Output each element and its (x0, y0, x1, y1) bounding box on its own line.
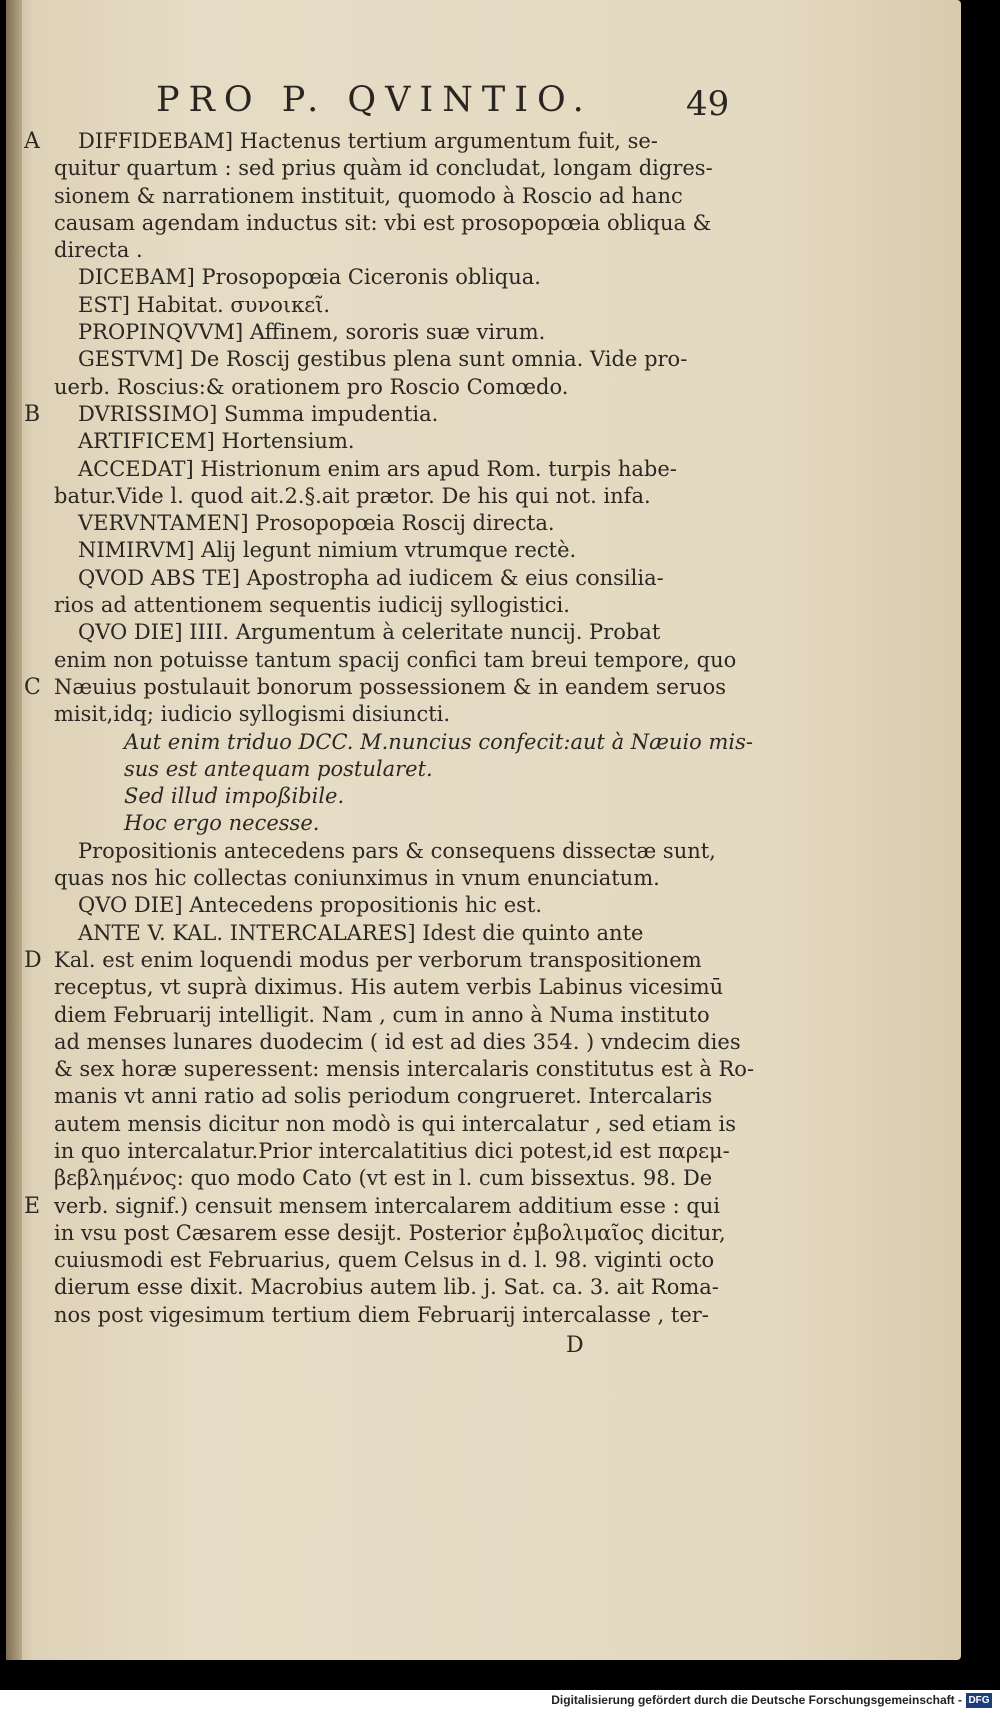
line-text: misit,idq; iudicio syllogismi disiuncti. (54, 702, 451, 727)
dfg-logo: DFG (966, 1693, 992, 1708)
text-line (54, 346, 754, 373)
margin-letter: E (24, 1193, 41, 1219)
text-line (24, 947, 754, 974)
page-header (6, 80, 961, 130)
text-line (54, 210, 754, 237)
text-line (54, 1056, 754, 1083)
line-text: ad menses lunares duodecim ( id est ad dies 354. ) vndecim dies (54, 1029, 741, 1054)
line-text: DICEBAM] Prosopopœia Ciceronis obliqua. (78, 265, 541, 290)
text-line (54, 319, 754, 346)
line-text: QVOD ABS TE] Apostropha ad iudicem & eius consilia- (78, 565, 664, 590)
line-text: Kal. est enim loquendi modus per verborum transpositionem (54, 947, 702, 972)
line-text: autem mensis dicitur non modò is qui intercalatur , sed etiam is (54, 1111, 737, 1136)
line-text: manis vt anni ratio ad solis periodum congrueret. Intercalaris (54, 1084, 713, 1109)
text-line (54, 1274, 754, 1301)
text-line (24, 1193, 754, 1220)
text-line (54, 1029, 754, 1056)
line-text: VERVNTAMEN] Prosopopœia Roscij directa. (78, 511, 555, 536)
line-text: quitur quartum : sed prius quàm id concludat, longam digres- (54, 156, 713, 181)
text-line (54, 838, 754, 865)
line-text: Propositionis antecedens pars & consequens dissectæ sunt, (78, 838, 716, 863)
text-line (24, 401, 754, 428)
line-text: GESTVM] De Roscij gestibus plena sunt omnia. Vide pro- (78, 347, 688, 372)
text-line (54, 510, 754, 537)
line-text: sus est antequam postularet. (124, 756, 433, 781)
text-line (54, 456, 754, 483)
line-text: diem Februarij intelligit. Nam , cum in anno à Numa instituto (54, 1002, 710, 1027)
margin-letter: B (24, 401, 41, 427)
line-text: dierum esse dixit. Macrobius autem lib. j. Sat. ca. 3. ait Roma- (54, 1275, 719, 1300)
running-title: PRO P. QVINTIO. (156, 80, 593, 120)
text-line (54, 592, 754, 619)
line-text: nos post vigesimum tertium diem Februarij intercalasse , ter- (54, 1302, 709, 1327)
margin-letter: A (24, 129, 40, 154)
line-text: Næuius postulauit bonorum possessionem & in eandem seruos (54, 674, 727, 699)
margin-letter: C (24, 674, 41, 700)
text-line (54, 1138, 754, 1165)
line-text: DVRISSIMO] Summa impudentia. (78, 401, 439, 426)
text-line (54, 892, 754, 919)
line-text: DIFFIDEBAM] Hactenus tertium argumentum fuit, se- (78, 129, 658, 153)
line-text: verb. signif.) censuit mensem intercalarem additium esse : qui (54, 1193, 721, 1218)
line-text: enim non potuisse tantum spacij confici tam breui tempore, quo (54, 647, 737, 672)
line-text: sionem & narrationem instituit, quomodo à Roscio ad hanc (54, 183, 683, 208)
line-text: causam agendam inductus sit: vbi est prosopopœia obliqua & (54, 210, 712, 235)
line-text: receptus, vt suprà diximus. His autem verbis Labinus vicesimū (54, 975, 724, 1000)
text-line (24, 674, 754, 701)
line-text: PROPINQVVM] Affinem, sororis suæ virum. (78, 320, 546, 345)
text-line (24, 128, 754, 155)
text-line (54, 783, 754, 810)
text-line (54, 264, 754, 291)
line-text: rios ad attentionem sequentis iudicij syllogistici. (54, 593, 570, 618)
text-line (54, 865, 754, 892)
text-line (54, 1111, 754, 1138)
line-text: Sed illud impoßibile. (124, 784, 345, 809)
line-text: uerb. Roscius:& orationem pro Roscio Comœdo. (54, 374, 569, 399)
text-line (54, 756, 754, 783)
line-text: EST] Habitat. συνοικεῖ. (78, 292, 330, 317)
page-number: 49 (686, 84, 730, 124)
text-line (54, 374, 754, 401)
signature-mark: D (566, 1333, 584, 1358)
line-text: directa . (54, 238, 143, 263)
line-text: batur.Vide l. quod ait.2.§.ait prætor. De his qui not. infa. (54, 483, 651, 508)
line-text: ANTE V. KAL. INTERCALARES] Idest die quinto ante (78, 920, 644, 945)
line-text: Hoc ergo necesse. (124, 811, 320, 836)
text-line (54, 619, 754, 646)
text-line (54, 483, 754, 510)
text-line (54, 428, 754, 455)
line-text: QVO DIE] Antecedens propositionis hic est. (78, 893, 543, 918)
line-text: βεβλημένος: quo modo Cato (vt est in l. cum bissextus. 98. De (54, 1166, 713, 1191)
text-line (54, 701, 754, 728)
line-text: quas nos hic collectas coniunximus in vnum enunciatum. (54, 866, 660, 891)
text-line (54, 1165, 754, 1192)
text-line (54, 647, 754, 674)
line-text: NIMIRVM] Alij legunt nimium vtrumque rectè. (78, 538, 577, 563)
text-line (54, 920, 754, 947)
text-line (54, 537, 754, 564)
text-line (54, 292, 754, 319)
text-line (54, 1247, 754, 1274)
text-line (54, 237, 754, 264)
page-gutter (6, 0, 22, 1660)
line-text: cuiusmodi est Februarius, quem Celsus in d. l. 98. viginti octo (54, 1248, 715, 1273)
line-text: in vsu post Cæsarem esse desijt. Posterior ἐμβολιμαῖος dicitur, (54, 1220, 726, 1245)
text-line (54, 1220, 754, 1247)
footer-bar (0, 1690, 1000, 1714)
text-line (54, 810, 754, 837)
text-line (54, 729, 754, 756)
funding-credit: Digitalisierung gefördert durch die Deutsche Forschungsgemeinschaft - (551, 1693, 962, 1707)
text-line (54, 1083, 754, 1110)
line-text: QVO DIE] IIII. Argumentum à celeritate nuncij. Probat (78, 620, 661, 645)
text-line (54, 565, 754, 592)
commentary-text (24, 128, 755, 1329)
line-text: Aut enim triduo DCC. M.nuncius confecit:aut à Næuio mis- (124, 729, 753, 754)
text-line (54, 1302, 754, 1329)
line-text: in quo intercalatur.Prior intercalatitius dici potest,id est παρεμ- (54, 1138, 730, 1163)
line-text: & sex horæ superessent: mensis intercalaris constitutus est à Ro- (54, 1057, 755, 1082)
margin-letter: D (24, 947, 42, 973)
text-line (54, 1002, 754, 1029)
text-line (54, 155, 754, 182)
text-line (54, 183, 754, 210)
line-text: ARTIFICEM] Hortensium. (78, 429, 355, 454)
book-page (6, 0, 961, 1660)
text-line (54, 974, 754, 1001)
line-text: ACCEDAT] Histrionum enim ars apud Rom. turpis habe- (78, 456, 677, 481)
